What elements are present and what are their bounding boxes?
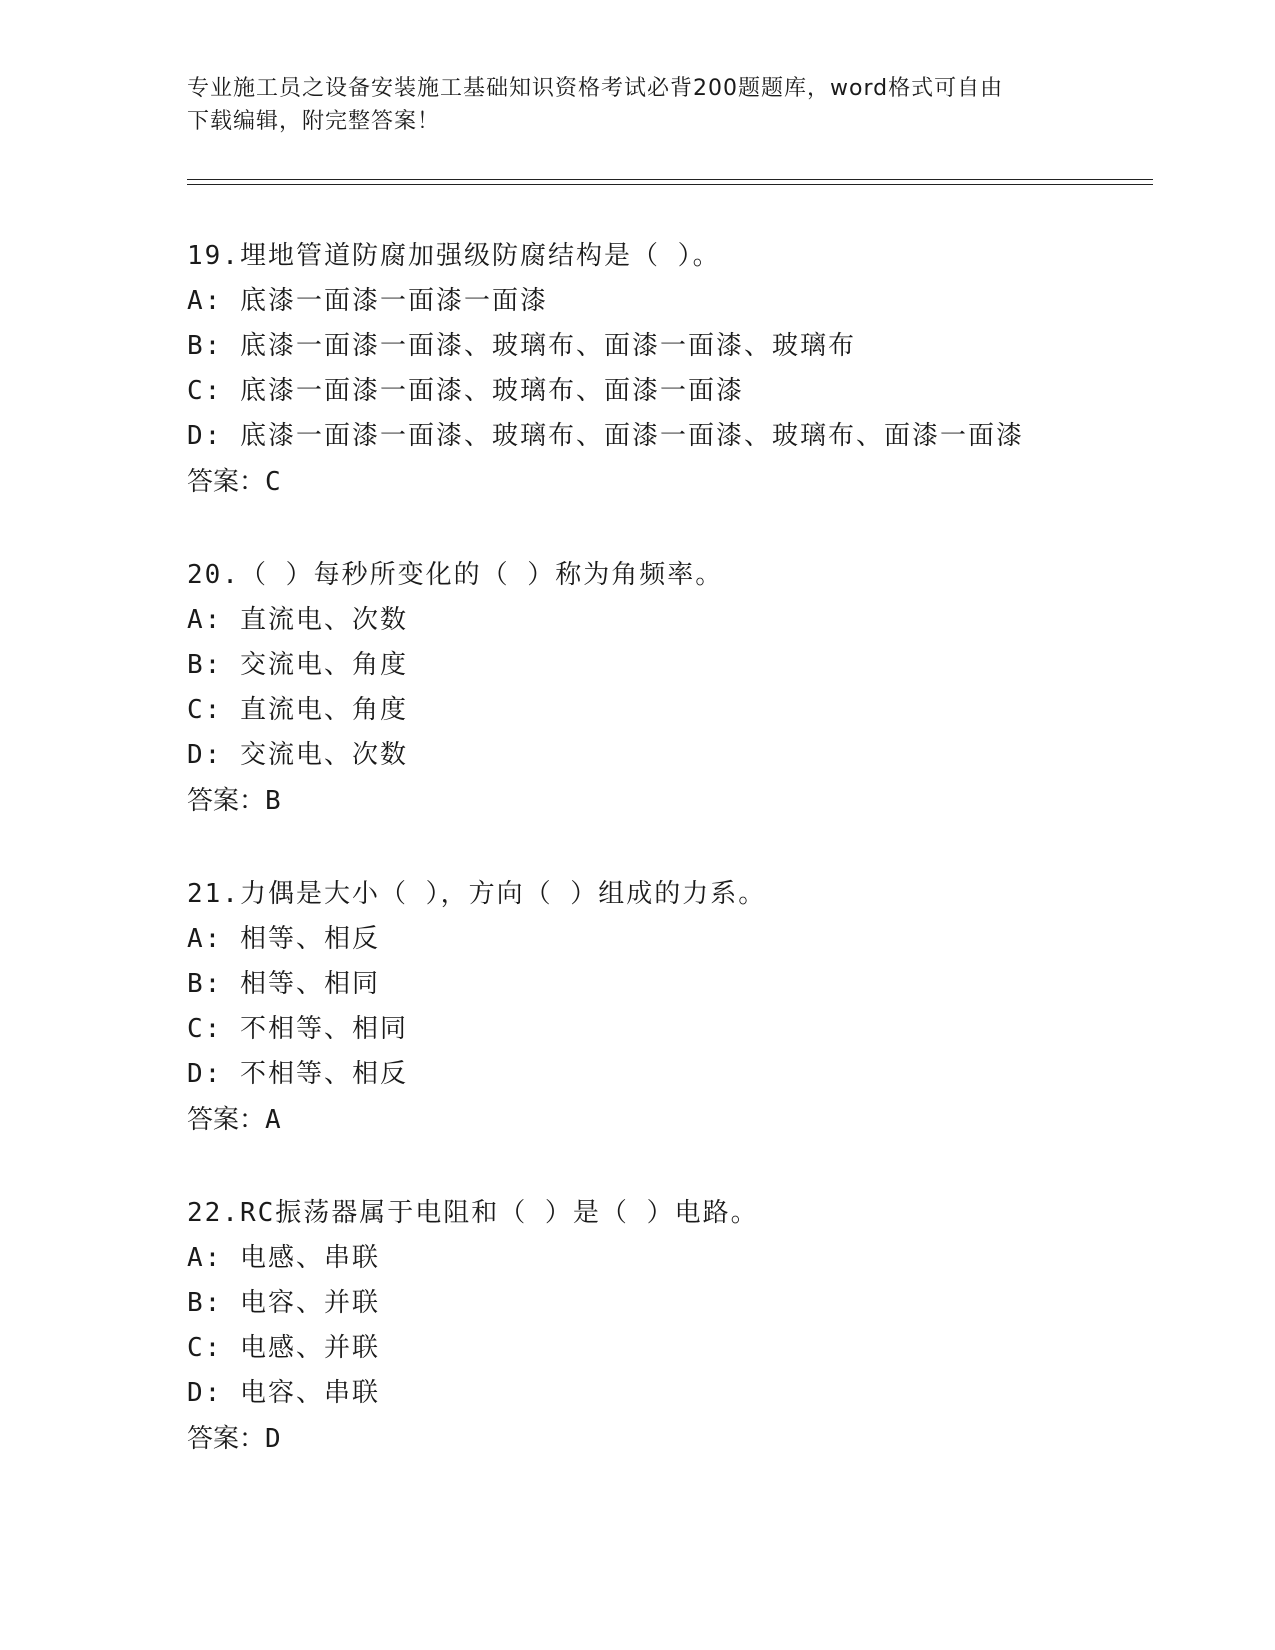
option-d: D: 底漆一面漆一面漆、玻璃布、面漆一面漆、玻璃布、面漆一面漆 <box>187 421 1024 451</box>
option-d: D: 不相等、相反 <box>187 1059 408 1089</box>
option-a: A: 底漆一面漆一面漆一面漆 <box>187 286 548 316</box>
option-a: A: 直流电、次数 <box>187 605 408 635</box>
answer-line <box>187 778 1167 824</box>
answer-label: 答案： <box>187 1105 266 1135</box>
answer-label: 答案： <box>187 786 266 816</box>
header-line-1: 专业施工员之设备安装施工基础知识资格考试必背200题题库，word格式可自由 <box>187 76 1004 101</box>
answer-value: C <box>265 467 281 497</box>
option-b: B: 电容、并联 <box>187 1288 380 1318</box>
header-divider-bottom <box>187 184 1153 185</box>
document-header <box>187 72 1087 138</box>
option-c: C: 不相等、相同 <box>187 1014 408 1044</box>
question-block <box>187 553 1167 824</box>
question-stem: 20.（ ）每秒所变化的（ ）称为角频率。 <box>187 560 724 590</box>
option-b: B: 相等、相同 <box>187 969 380 999</box>
option-b: B: 交流电、角度 <box>187 650 408 680</box>
answer-line <box>187 1416 1167 1462</box>
header-divider-top <box>187 179 1153 180</box>
question-block <box>187 234 1167 505</box>
answer-value: B <box>265 786 281 816</box>
question-stem: 19.埋地管道防腐加强级防腐结构是（ ）。 <box>187 241 721 271</box>
question-block <box>187 1191 1167 1462</box>
question-stem: 22.RC振荡器属于电阻和（ ）是（ ）电路。 <box>187 1198 759 1228</box>
option-b: B: 底漆一面漆一面漆、玻璃布、面漆一面漆、玻璃布 <box>187 331 856 361</box>
option-c: C: 电感、并联 <box>187 1333 380 1363</box>
question-stem: 21.力偶是大小（ ），方向（ ）组成的力系。 <box>187 879 767 909</box>
answer-line <box>187 1097 1167 1143</box>
header-line-2: 下载编辑，附完整答案！ <box>187 109 441 134</box>
answer-value: A <box>265 1105 281 1135</box>
answer-value: D <box>265 1424 281 1454</box>
option-d: D: 交流电、次数 <box>187 740 408 770</box>
answer-label: 答案： <box>187 1424 266 1454</box>
option-d: D: 电容、串联 <box>187 1378 380 1408</box>
option-c: C: 直流电、角度 <box>187 695 408 725</box>
answer-line <box>187 459 1167 505</box>
option-a: A: 电感、串联 <box>187 1243 380 1273</box>
question-block <box>187 872 1167 1143</box>
option-c: C: 底漆一面漆一面漆、玻璃布、面漆一面漆 <box>187 376 744 406</box>
option-a: A: 相等、相反 <box>187 924 380 954</box>
answer-label: 答案： <box>187 467 266 497</box>
